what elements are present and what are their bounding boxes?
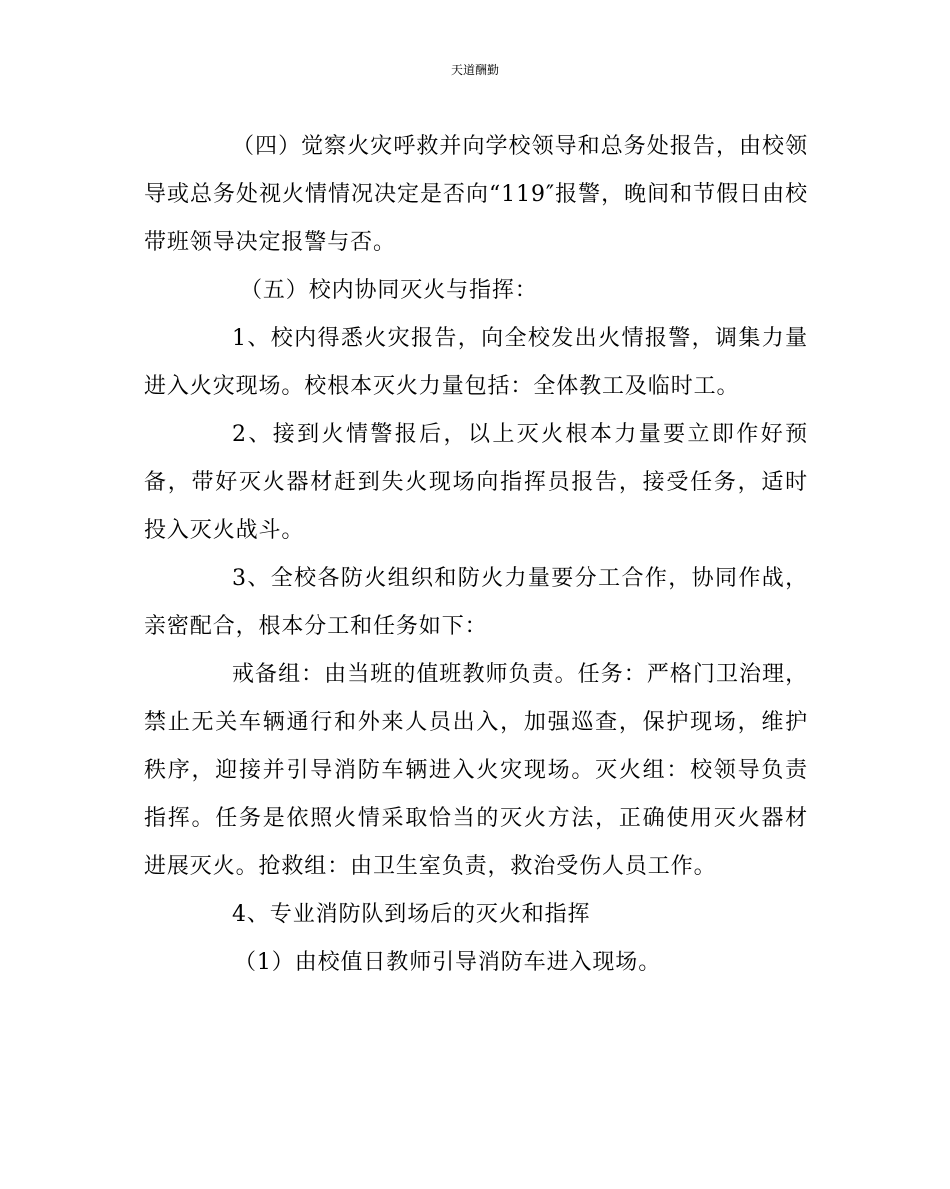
paragraph-item-3: 3、全校各防火组织和防火力量要分工合作，协同作战，亲密配合，根本分工和任务如下： (144, 566, 808, 639)
paragraph-section-five: （五）校内协同灭火与指挥： (240, 278, 538, 303)
paragraph-fire-report: （四）觉察火灾呼救并向学校领导和总务处报告，由校领导或总务处视火情情况决定是否向“119″报警，晚间和节假日由校带班领导决定报警与否。 (144, 134, 808, 255)
paragraph-sub-1: （1）由校值日教师引导消防车进入现场。 (234, 950, 662, 975)
document-body (144, 123, 808, 987)
paragraph-groups: 戒备组：由当班的值班教师负责。任务：严格门卫治理，禁止无关车辆通行和外来人员出入，加强巡查，保护现场，维护秩序，迎接并引导消防车辆进入火灾现场。灭火组：校领导负责指挥。任务是依照火情采取恰当的灭火方法，正确使用灭火器材进展灭火。抢救组：由卫生室负责，救治受伤人员工作。 (144, 662, 808, 879)
paragraph-item-1: 1、校内得悉火灾报告，向全校发出火情报警，调集力量进入火灾现场。校根本灭火力量包括：全体教工及临时工。 (144, 326, 808, 399)
paragraph-item-2: 2、接到火情警报后，以上灭火根本力量要立即作好预备，带好灭火器材赶到失火现场向指挥员报告，接受任务，适时投入灭火战斗。 (144, 422, 808, 543)
page-header: 天道酬勤 (450, 63, 499, 77)
paragraph-item-4: 4、专业消防队到场后的灭火和指挥 (232, 902, 591, 927)
